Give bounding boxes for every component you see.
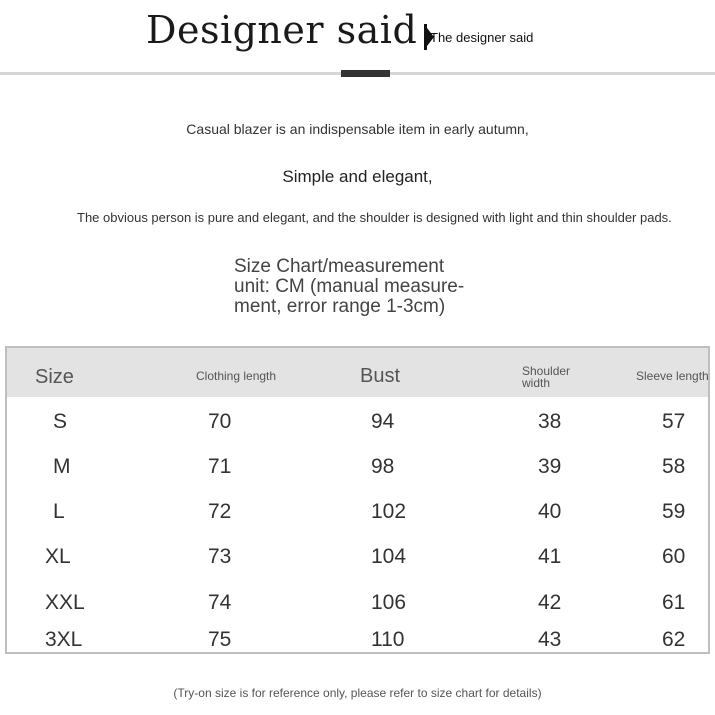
cell-bust: 98 <box>371 455 395 478</box>
size-chart-title-line: ment, error range 1-3cm) <box>234 296 446 317</box>
size-chart-title-line: unit: CM (manual measure- <box>234 276 465 297</box>
cell-sleeve-length: 62 <box>662 628 686 651</box>
header-divider-accent <box>341 70 390 77</box>
cell-size: L <box>53 500 65 523</box>
cell-bust: 106 <box>371 591 407 614</box>
size-chart-title <box>234 257 494 317</box>
cell-shoulder-width: 39 <box>538 455 562 478</box>
description-line-3: The obvious person is pure and elegant, and the shoulder is designed with light and thin shoulder pads. <box>77 210 672 225</box>
cell-size: S <box>53 410 68 433</box>
column-header-sleeve-length: Sleeve length <box>636 369 709 383</box>
cell-clothing-length: 75 <box>208 628 232 651</box>
cell-sleeve-length: 60 <box>662 545 686 568</box>
column-header-clothing-length: Clothing length <box>196 369 277 383</box>
column-header-shoulder-width: Shoulder width <box>522 364 571 390</box>
cell-clothing-length: 72 <box>208 500 232 523</box>
cell-size: XL <box>45 545 71 568</box>
description-line-1: Casual blazer is an indispensable item in early autumn, <box>186 121 529 137</box>
cell-clothing-length: 70 <box>208 410 232 433</box>
cell-clothing-length: 73 <box>208 545 232 568</box>
cell-bust: 104 <box>371 545 407 568</box>
page-header <box>0 0 715 85</box>
cell-bust: 94 <box>371 410 395 433</box>
cell-bust: 110 <box>371 628 405 651</box>
designer-said-subtitle: The designer said <box>430 30 534 45</box>
cell-sleeve-length: 58 <box>662 455 686 478</box>
cell-clothing-length: 71 <box>208 455 232 478</box>
cell-shoulder-width: 38 <box>538 410 562 433</box>
table-header-row <box>7 348 708 397</box>
cell-sleeve-length: 61 <box>662 591 686 614</box>
cell-shoulder-width: 42 <box>538 591 562 614</box>
cell-shoulder-width: 40 <box>538 500 562 523</box>
description-line-2: Simple and elegant, <box>282 167 433 186</box>
cell-sleeve-length: 57 <box>662 410 686 433</box>
size-chart-title-line: Size Chart/measurement <box>234 256 445 277</box>
cell-size: 3XL <box>45 628 83 651</box>
size-chart-table <box>5 346 710 654</box>
cell-size: XXL <box>45 591 85 614</box>
cell-shoulder-width: 41 <box>538 545 562 568</box>
cell-sleeve-length: 59 <box>662 500 686 523</box>
cell-bust: 102 <box>371 500 407 523</box>
cell-size: M <box>53 455 71 478</box>
column-header-size: Size <box>35 366 74 388</box>
cell-clothing-length: 74 <box>208 591 232 614</box>
footer-note: (Try-on size is for reference only, please refer to size chart for details) <box>173 686 542 700</box>
cell-shoulder-width: 43 <box>538 628 562 651</box>
designer-said-heading: Designer said <box>146 8 418 52</box>
column-header-bust: Bust <box>360 365 401 387</box>
